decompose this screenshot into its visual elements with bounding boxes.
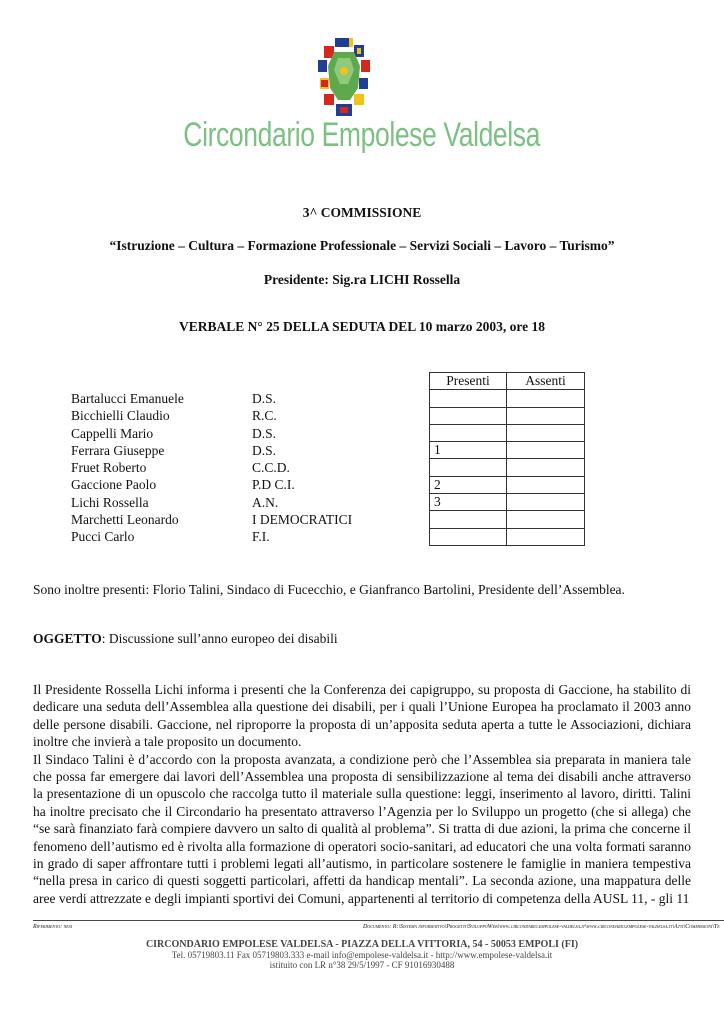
member-row [71,494,352,511]
member-name: Pucci Carlo [71,529,135,545]
body-paragraph: Il Presidente Rossella Lichi informa i presenti che la Conferenza dei capigruppo, su proposta di Gaccione, ha stabilito di dedicare una seduta dell’Assemblea alla questione dei disabili, per i quali l’Unione Europea ha proclamato il 2003 anno delle persone disabili. Gaccione, nel riproporre la proposta di un’apposita seduta aperta a tutte le Associazioni, dichiara inoltre che invierà a tale proposito un documento. [33,682,691,750]
member-row [71,459,352,476]
attendance-row [430,476,585,493]
presenti-cell [430,511,507,528]
minutes-body [33,681,691,907]
attendance-row [430,459,585,476]
member-party: D.S. [252,442,277,458]
verbale-title: VERBALE N° 25 DELLA SEDUTA DEL 10 marzo 2003, ore 18 [178,319,546,334]
member-row [71,442,352,459]
reference-author: Riferimento: nesi [33,924,73,930]
assenti-cell [507,424,585,441]
oggetto-label: OGGETTO [33,631,102,646]
member-name: Bartalucci Emanuele [71,391,184,406]
attendance-row [430,511,585,528]
member-row [71,390,352,407]
presenti-cell: 2 [430,476,507,493]
reference-document-path: Documento: R:\Sistema informativo\Progetti\SviluppoWeb\www.circondario.empolese-valdelsa.it\www.circondario.empolese-valdelsa.it\Atti\Commissioni\Te [363,924,720,930]
member-party: R.C. [252,408,277,424]
attendance-row [430,528,585,545]
member-name: Marchetti Leonardo [71,512,179,528]
presenti-cell [430,390,507,407]
assenti-cell [507,511,585,528]
commission-subject: “Istruzione – Cultura – Formazione Professionale – Servizi Sociali – Lavoro – Turismo” [109,238,615,253]
member-row [71,425,352,442]
header-logo [0,38,724,158]
commission-title: 3^ COMMISSIONE [302,205,422,220]
body-paragraph: Il Sindaco Talini è d’accordo con la proposta avanzata, a condizione però che l’Assemblea sia preparata in maniera tale che possa far emergere dai lavori dell’Assemblea una proposta di sensibilizzazione al tema dei disabili anche attraverso la presentazione di un opuscolo che raccolga tutto il materiale sulla questione: leggi, inserimento al lavoro, diritti. Talini ha inoltre precisato che il Circondario ha presentato attraverso l’Agenzia per lo Sviluppo un progetto (che si allega) che “se sarà finanziato farà compiere davvero un salto di qualità al problema”. Si tratta di due azioni, la prima che concerne il fenomeno dell’autismo ed è rivolta alla formazione di operatori socio-sanitari, ad educatori che una volta formati saranno in grado di saper affrontare tutti i problemi legati all’autismo, in particolare sostenere le famiglie in maniera tempestiva “nella presa in carico di questi soggetti particolari, affetti da handicap mentali”. La seconda azione, una mappatura delle aree verdi attrezzate e degli impianti sportivi dei Comuni, appartenenti al territorio di competenza della AUSL 11, - gli 11 [33,751,691,906]
presenti-cell [430,424,507,441]
presenti-cell [430,407,507,424]
member-party: D.S. [252,391,277,406]
member-party: C.C.D. [252,460,290,476]
commission-president: Presidente: Sig.ra LICHI Rossella [263,272,461,287]
presenti-cell: 3 [430,494,507,511]
oggetto-text: : Discussione sull’anno europeo dei disabili [101,631,338,646]
attendance-header-row [430,373,585,390]
assenti-cell [507,528,585,545]
assenti-cell [507,494,585,511]
additional-attendees: Sono inoltre presenti: Florio Talini, Sindaco di Fucecchio, e Gianfranco Bartolini, Presidente dell’Assemblea. [33,582,625,597]
attendance-row [430,407,585,424]
attendance-row [430,424,585,441]
assenti-header: Assenti [507,373,585,390]
member-row [71,511,352,528]
presenti-header: Presenti [430,373,507,390]
reference-bar [33,920,724,932]
circondario-emblem-icon [318,38,370,118]
logo-wordmark: Circondario Empolese Valdelsa [183,116,541,154]
member-party: I DEMOCRATICI [252,512,353,528]
attendance-row [430,494,585,511]
member-name: Ferrara Giuseppe [71,442,165,458]
presenti-cell: 1 [430,442,507,459]
member-row [71,476,352,493]
page-footer [0,940,724,970]
member-name: Lichi Rossella [71,494,149,510]
member-name: Gaccione Paolo [71,477,157,493]
assenti-cell [507,442,585,459]
member-name: Cappelli Mario [71,425,154,441]
assenti-cell [507,459,585,476]
assenti-cell [507,476,585,493]
assenti-cell [507,390,585,407]
attendance-row [430,442,585,459]
footer-address: CIRCONDARIO EMPOLESE VALDELSA - PIAZZA DELLA VITTORIA, 54 - 50053 EMPOLI (FI) [145,939,579,950]
attendance-row [430,390,585,407]
footer-registration: istituito con LR n°38 29/5/1997 - CF 91016930488 [269,960,455,970]
member-party: D.S. [252,425,277,441]
assenti-cell [507,407,585,424]
member-party: F.I. [252,529,270,545]
member-name: Fruet Roberto [71,460,147,476]
member-party: P.D C.I. [252,477,295,493]
presenti-cell [430,459,507,476]
oggetto-line [33,631,691,647]
member-party: A.N. [252,494,279,510]
member-row [71,528,352,545]
member-name: Bicchielli Claudio [71,408,170,424]
presenti-cell [430,528,507,545]
attendance-table [429,372,585,546]
member-row [71,407,352,424]
footer-contacts: Tel. 05719803.11 Fax 05719803.333 e-mail info@empolese-valdelsa.it - http://www.empolese-valdelsa.it [171,950,553,960]
member-list [71,390,352,546]
